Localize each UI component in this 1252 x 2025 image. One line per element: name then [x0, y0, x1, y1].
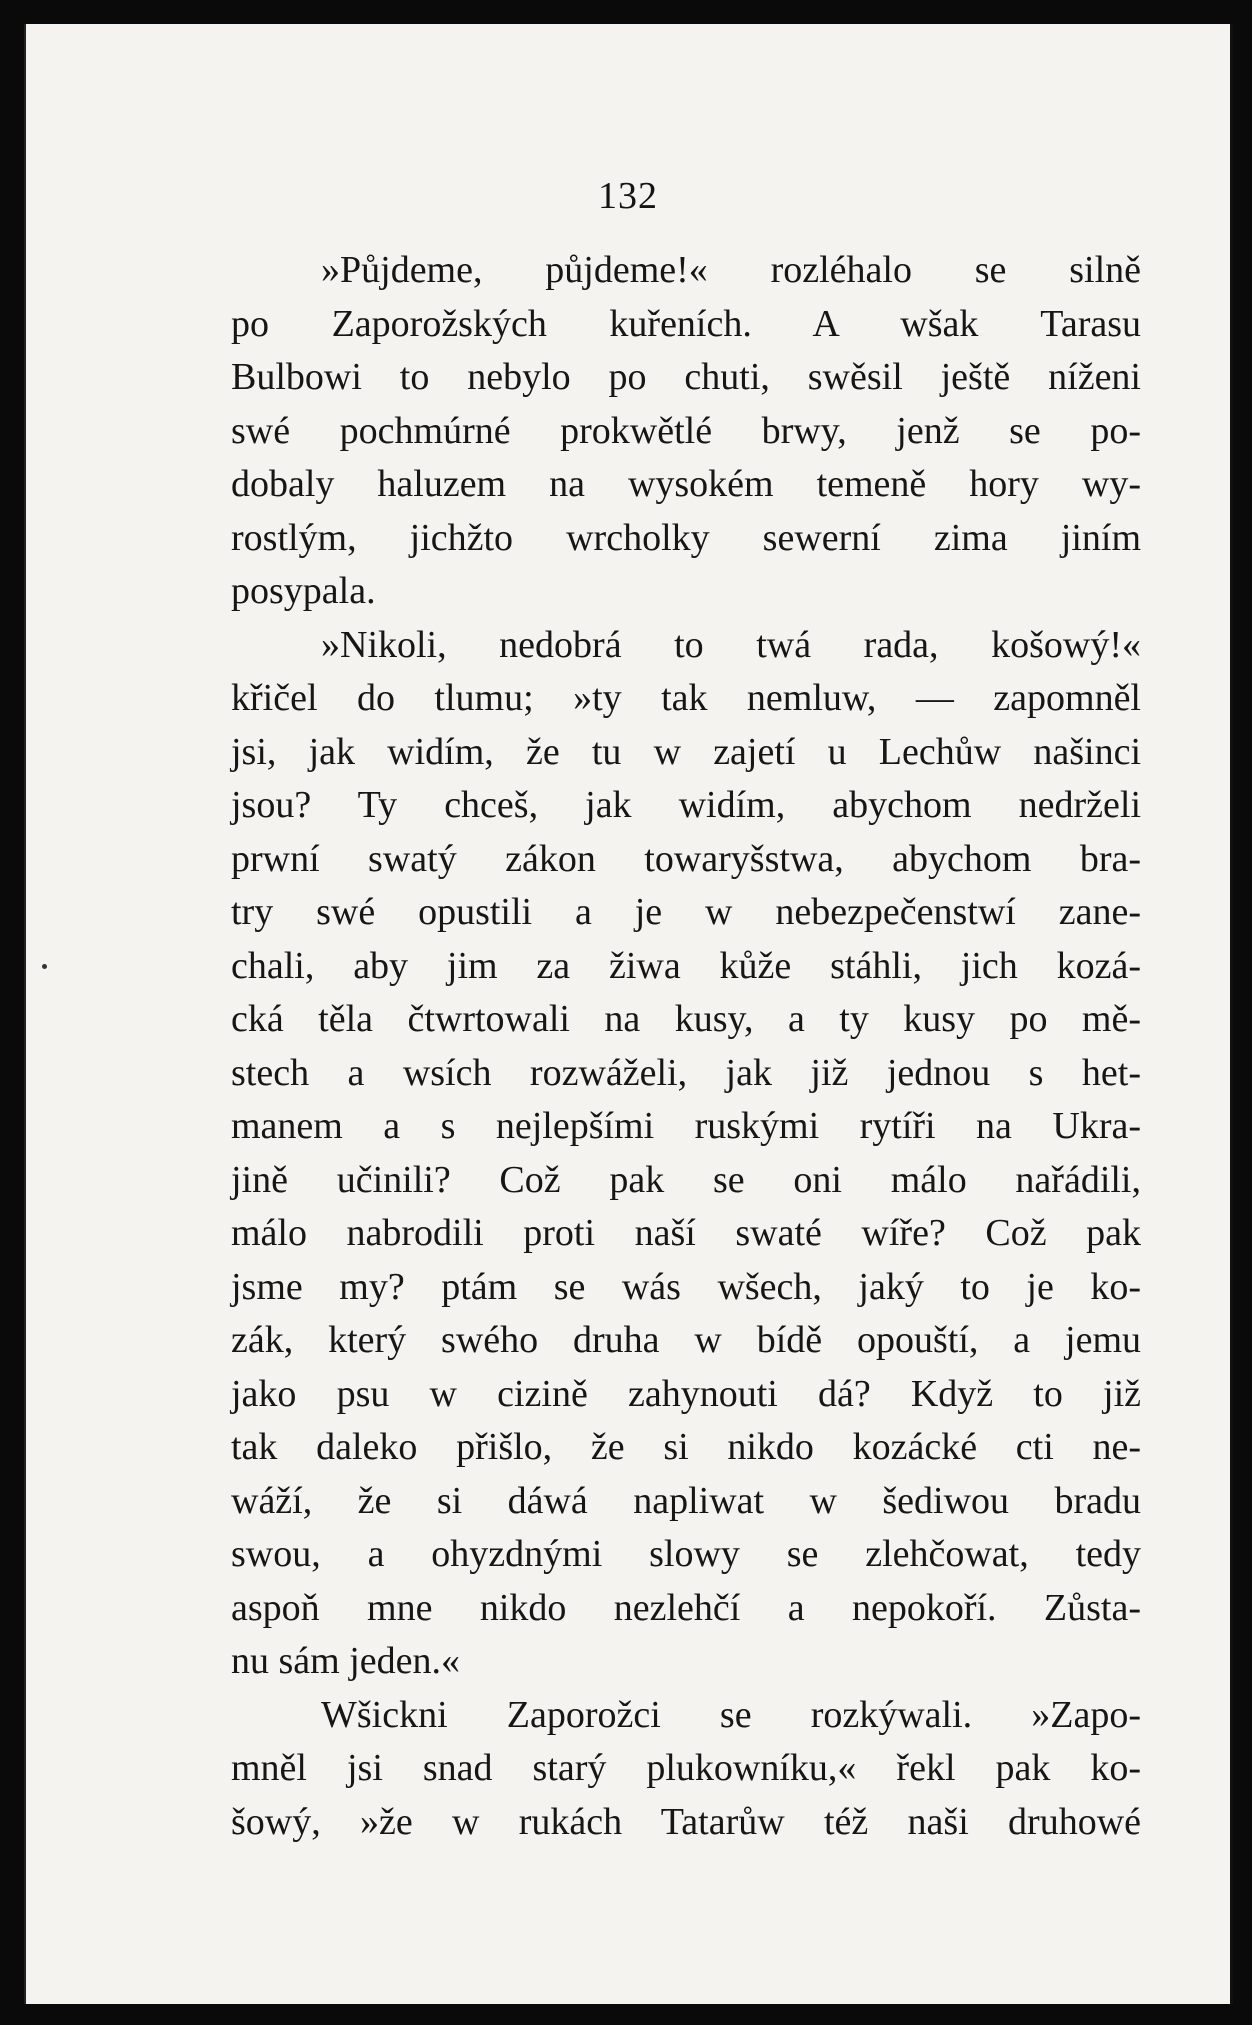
- text-line: mněl jsi snad starý plukowníku,« řekl pak ko-: [231, 1747, 1141, 1789]
- text-line: jako psu w cizině zahynouti dá? Když to již: [231, 1372, 1141, 1415]
- text-body: [231, 244, 1141, 1849]
- text-line: jině učinili? Což pak se oni málo nařádili,: [231, 1158, 1141, 1201]
- text-line: chali, aby jim za žiwa kůže stáhli, jich kozá-: [231, 944, 1141, 987]
- text-line: šowý, »že w rukách Tatarůw též naši druhowé: [231, 1800, 1141, 1843]
- text-line: swé pochmúrné prokwětlé brwy, jenž se po-: [231, 409, 1141, 452]
- paper-speck: [42, 964, 47, 969]
- text-line: jsme my? ptám se wás wšech, jaký to je ko-: [231, 1265, 1141, 1308]
- text-line: zák, který swého druha w bídě opouští, a jemu: [231, 1319, 1141, 1361]
- text-line: aspoň mne nikdo nezlehčí a nepokoří. Zůsta-: [231, 1586, 1141, 1629]
- page-number: 132: [598, 175, 658, 217]
- text-line: swou, a ohyzdnými slowy se zlehčowat, tedy: [231, 1533, 1141, 1575]
- text-line: jsou? Ty chceš, jak widím, abychom nedrželi: [231, 784, 1141, 826]
- text-line: dobaly haluzem na wysokém temeně hory wy-: [231, 463, 1141, 505]
- text-line: manem a s nejlepšími ruskými rytíři na Ukra-: [231, 1105, 1141, 1147]
- text-line: try swé opustili a je w nebezpečenstwí zane-: [231, 891, 1141, 933]
- text-line: »Půjdeme, půjdeme!« rozléhalo se silně: [321, 249, 1141, 291]
- text-line: posypala.: [231, 570, 376, 612]
- text-line: rostlým, jichžto wrcholky sewerní zima jiním: [231, 516, 1141, 559]
- text-line: křičel do tlumu; »ty tak nemluw, — zapomněl: [231, 677, 1141, 719]
- text-line: po Zaporožských kuřeních. A wšak Tarasu: [231, 302, 1141, 345]
- text-line: Wšickni Zaporožci se rozkýwali. »Zapo-: [321, 1693, 1141, 1736]
- text-line: prwní swatý zákon towaryšstwa, abychom bra-: [231, 837, 1141, 880]
- text-line: cká těla čtwrtowali na kusy, a ty kusy po mě-: [231, 998, 1141, 1040]
- text-line: nu sám jeden.«: [231, 1640, 461, 1682]
- text-line: stech a wsích rozwáželi, jak již jednou s het-: [231, 1051, 1141, 1094]
- text-line: málo nabrodili proti naší swaté wíře? Což pak: [231, 1212, 1141, 1254]
- text-line: Bulbowi to nebylo po chuti, swěsil ještě níženi: [231, 356, 1141, 398]
- text-line: »Nikoli, nedobrá to twá rada, košowý!«: [321, 623, 1141, 666]
- text-line: tak daleko přišlo, že si nikdo kozácké cti ne-: [231, 1426, 1141, 1468]
- text-line: wáží, že si dáwá napliwat w šediwou bradu: [231, 1479, 1141, 1522]
- book-page: [24, 24, 1233, 2004]
- text-line: jsi, jak widím, že tu w zajetí u Lechůw našinci: [231, 730, 1141, 773]
